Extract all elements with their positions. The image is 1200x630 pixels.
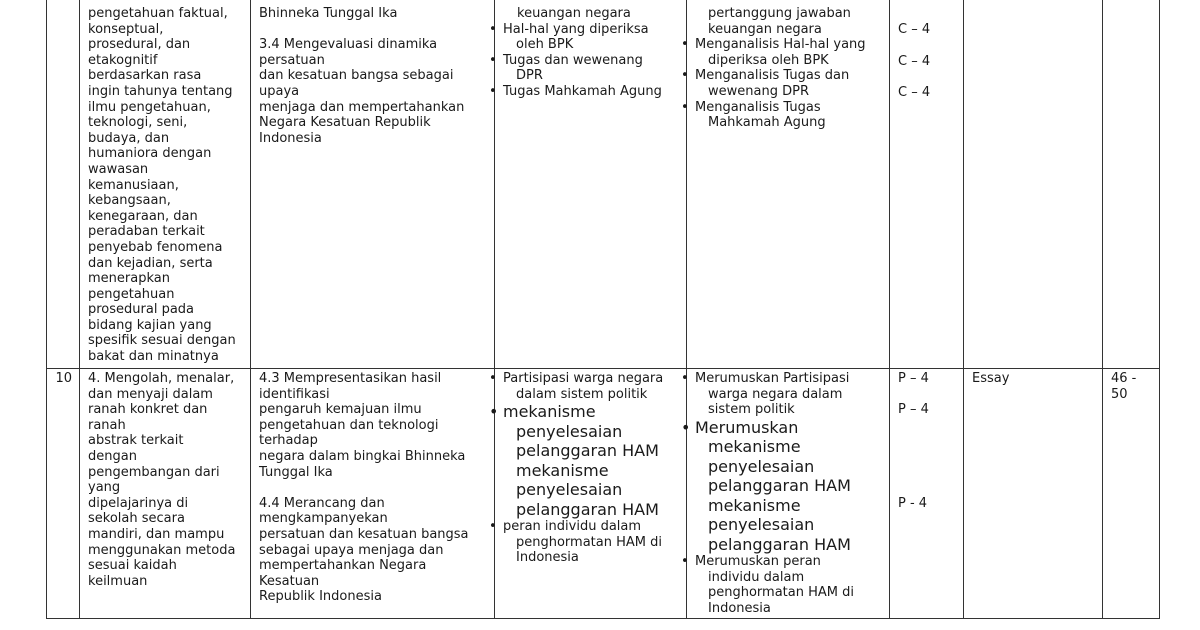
kd-line: ranah konkret dan — [88, 402, 208, 418]
row10-competency-cell — [259, 371, 491, 605]
row-divider — [46, 368, 1159, 369]
col-border — [963, 0, 964, 619]
col-border — [79, 0, 80, 619]
competency-line: menjaga dan mempertahankan — [259, 99, 465, 115]
kd-line: humaniora dengan — [88, 146, 212, 162]
kd-line: kemanusiaan, — [88, 177, 179, 193]
indicator-line: • Menganalisis Tugas dan — [695, 68, 850, 84]
competency-line: dan kesatuan bangsa sebagai — [259, 68, 454, 84]
col-border — [46, 0, 47, 619]
indicator-line: individu dalam — [708, 569, 805, 585]
kd-line: spesifik sesuai dengan — [88, 333, 236, 349]
row10-number-cell: 46 - 50 — [1111, 371, 1137, 402]
kd-line: sesuai kaidah — [88, 558, 177, 574]
competency-line: Negara Kesatuan Republik — [259, 115, 431, 131]
prev-indicator-cell — [681, 6, 886, 131]
kd-line: keilmuan — [88, 573, 148, 589]
kd-line: kenegaraan, dan — [88, 208, 198, 224]
prev-competency-cell — [259, 6, 491, 146]
kd-line: 4. Mengolah, menalar, — [88, 371, 235, 386]
indicator-line: penyelesaian — [708, 456, 815, 476]
material-line: pelanggaran HAM — [516, 441, 659, 461]
list-item — [489, 22, 684, 53]
competency-line: terhadap — [259, 433, 318, 449]
indicator-line: pelanggaran HAM — [708, 476, 851, 496]
row10-level-cell — [898, 371, 960, 611]
material-list — [489, 22, 684, 100]
col-border — [1159, 0, 1160, 619]
material-line: penyelesaian — [516, 480, 623, 500]
competency-line: Indonesia — [259, 130, 322, 146]
list-item — [681, 37, 886, 68]
list-item — [489, 402, 684, 519]
competency-line: 3.4 Mengevaluasi dinamika — [259, 37, 438, 53]
kd-line: bakat dan minatnya — [88, 349, 219, 365]
indicator-line: keuangan negara — [708, 21, 822, 37]
kd-line: menerapkan — [88, 271, 170, 287]
material-list — [489, 371, 684, 566]
indicator-list — [681, 37, 886, 131]
indicator-line: Mahkamah Agung — [708, 115, 826, 131]
competency-line: Bhinneka Tunggal Ika — [259, 6, 398, 21]
list-item — [681, 554, 886, 616]
competency-line: mempertahankan Negara — [259, 558, 427, 574]
kd-line: konseptual, — [88, 21, 164, 37]
indicator-line: • Merumuskan peran — [695, 554, 821, 570]
competency-line: 4.4 Merancang dan — [259, 495, 385, 511]
competency-line: mengkampanyekan — [259, 511, 388, 527]
material-line: oleh BPK — [516, 37, 574, 53]
kd-line: dipelajarinya di — [88, 495, 189, 511]
kd-line: berdasarkan rasa — [88, 68, 202, 84]
kd-line: ingin tahunya tentang — [88, 83, 233, 99]
material-line: • Partisipasi warga negara — [503, 371, 664, 386]
indicator-line: wewenang DPR — [708, 83, 809, 99]
kd-line: ranah — [88, 417, 126, 433]
kd-line: dan kejadian, serta — [88, 255, 213, 271]
indicator-line: • Merumuskan — [695, 417, 799, 437]
kd-line: teknologi, seni, — [88, 115, 188, 131]
material-line: mekanisme — [516, 460, 609, 480]
level-code: P - 4 — [898, 496, 928, 511]
indicator-line: mekanisme — [708, 495, 801, 515]
competency-line: Republik Indonesia — [259, 589, 382, 605]
list-item — [681, 100, 886, 131]
kd-line: pengetahuan faktual, — [88, 6, 228, 21]
row10-indicator-cell — [681, 371, 886, 617]
kd-line: dengan — [88, 448, 137, 464]
prev-material-cell — [489, 6, 684, 100]
kd-line: mandiri, dan mampu — [88, 526, 225, 542]
kd-line: sekolah secara — [88, 511, 185, 527]
material-line: • mekanisme — [503, 402, 596, 422]
kd-line: pengembangan dari — [88, 464, 220, 480]
kd-line: kebangsaan, — [88, 193, 171, 209]
indicator-line: Indonesia — [708, 601, 771, 617]
indicator-line: pertanggung jawaban — [708, 6, 851, 21]
material-line: dalam sistem politik — [516, 386, 648, 402]
level-code: C – 4 — [898, 22, 931, 37]
indicator-line: • Menganalisis Tugas — [695, 99, 821, 115]
material-line: keuangan negara — [517, 6, 631, 21]
kd-line: penyebab fenomena — [88, 239, 223, 255]
competency-line: sebagai upaya menjaga dan — [259, 542, 444, 558]
prev-kd-cell — [88, 6, 248, 365]
competency-line: upaya — [259, 83, 300, 99]
level-code: C – 4 — [898, 54, 931, 69]
competency-line: negara dalam bingkai Bhinneka — [259, 448, 466, 464]
spacer — [259, 22, 491, 38]
kd-line: bidang kajian yang — [88, 317, 212, 333]
row10-kd-cell — [88, 371, 248, 589]
indicator-line: warga negara dalam — [708, 386, 843, 402]
kd-line: etakognitif — [88, 52, 158, 68]
competency-line: pengetahuan dan teknologi — [259, 417, 439, 433]
material-line: Indonesia — [516, 550, 579, 566]
competency-line: pengaruh kemajuan ilmu — [259, 402, 422, 418]
indicator-line: penghormatan HAM di — [708, 585, 854, 601]
indicator-list — [681, 371, 886, 617]
list-item — [489, 84, 684, 100]
spacer — [259, 480, 491, 496]
list-item — [489, 53, 684, 84]
kd-line: budaya, dan — [88, 130, 170, 146]
competency-line: persatuan — [259, 52, 325, 68]
indicator-line: mekanisme — [708, 437, 801, 457]
list-item — [489, 519, 684, 566]
competency-line: 4.3 Mempresentasikan hasil — [259, 371, 442, 386]
kd-line: prosedural, dan — [88, 37, 191, 53]
indicator-line: diperiksa oleh BPK — [708, 52, 829, 68]
kd-line: peradaban terkait — [88, 224, 205, 240]
kd-line: menggunakan metoda — [88, 542, 236, 558]
indicator-line: • Merumuskan Partisipasi — [695, 371, 850, 386]
level-code: C – 4 — [898, 85, 931, 100]
row10-form-cell: Essay — [972, 371, 1010, 386]
kd-line: abstrak terkait — [88, 433, 184, 449]
indicator-line: penyelesaian — [708, 515, 815, 535]
competency-line: Kesatuan — [259, 573, 320, 589]
level-code: P – 4 — [898, 402, 929, 417]
competency-line: identifikasi — [259, 386, 330, 402]
list-item — [489, 371, 684, 402]
list-item — [681, 371, 886, 418]
kd-line: ilmu pengetahuan, — [88, 99, 211, 115]
kd-line: wawasan — [88, 161, 149, 177]
competency-line: persatuan dan kesatuan bangsa — [259, 526, 469, 542]
material-line: penyelesaian — [516, 421, 623, 441]
list-item — [681, 418, 886, 555]
kd-line: yang — [88, 480, 121, 496]
row10-material-cell — [489, 371, 684, 566]
material-line: pelanggaran HAM — [516, 499, 659, 519]
col-border — [250, 0, 251, 619]
col-border — [889, 0, 890, 619]
material-line: • Tugas dan wewenang — [503, 52, 643, 68]
indicator-line: pelanggaran HAM — [708, 534, 851, 554]
table-bottom-border — [46, 618, 1159, 619]
kd-line: dan menyaji dalam — [88, 386, 213, 402]
material-line: • peran individu dalam — [503, 519, 642, 535]
kd-line: prosedural pada — [88, 302, 195, 318]
competency-line: Tunggal Ika — [259, 464, 333, 480]
indicator-line: • Menganalisis Hal-hal yang — [695, 37, 866, 53]
material-line: • Tugas Mahkamah Agung — [503, 83, 662, 99]
indicator-line: sistem politik — [708, 402, 795, 418]
level-code: P – 4 — [898, 371, 929, 386]
col-border — [1102, 0, 1103, 619]
material-line: penghormatan HAM di — [516, 534, 662, 550]
row-number: 10 — [55, 371, 72, 386]
material-line: DPR — [516, 68, 543, 84]
material-line: • Hal-hal yang diperiksa — [503, 21, 649, 37]
list-item — [681, 68, 886, 99]
kd-line: pengetahuan — [88, 286, 175, 302]
